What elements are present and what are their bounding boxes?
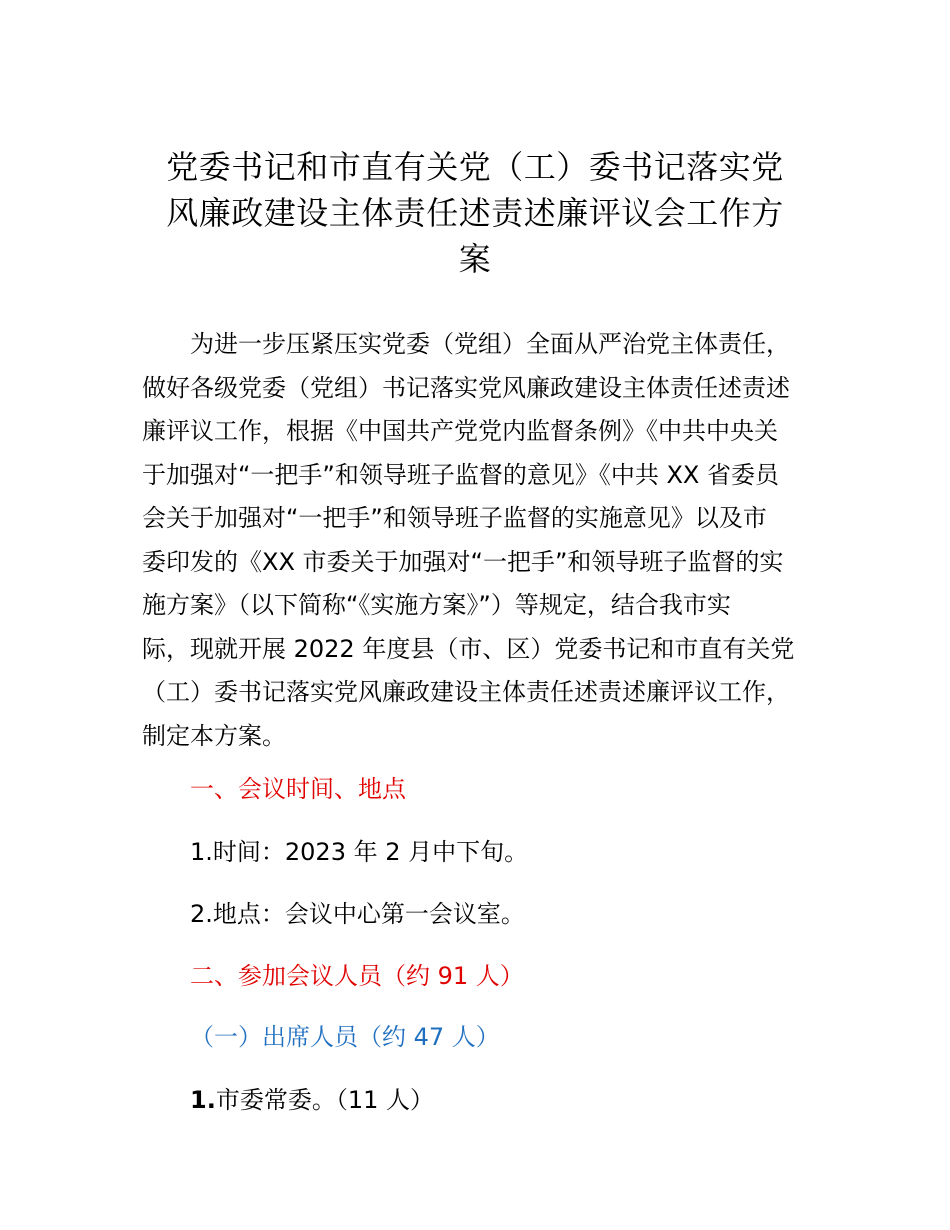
- title-line-2: 风廉政建设主体责任述责述廉评议会工作方: [166, 194, 784, 232]
- intro-line: 于加强对“一把手”和领导班子监督的意见》《中共 XX 省委员: [142, 460, 780, 489]
- section-heading-time-place: 一、会议时间、地点: [190, 775, 406, 803]
- intro-paragraph: [142, 323, 814, 758]
- intro-line: （工）委书记落实党风廉政建设主体责任述责述廉评议工作，: [142, 678, 790, 706]
- intro-line: 做好各级党委（党组）书记落实党风廉政建设主体责任述责述: [142, 373, 790, 402]
- title-line-3: 案: [458, 240, 492, 278]
- title-line-1: 党委书记和市直有关党（工）委书记落实党: [166, 148, 784, 186]
- document-title: [130, 144, 820, 282]
- place-item: 2.地点：会议中心第一会议室。: [190, 900, 525, 928]
- intro-line: 制定本方案。: [142, 721, 286, 750]
- intro-line: 际，现就开展 2022 年度县（市、区）党委书记和市直有关党: [142, 634, 795, 663]
- time-item: 1.时间：2023 年 2 月中下旬。: [190, 838, 529, 866]
- intro-line: 为进一步压紧压实党委（党组）全面从严治党主体责任，: [190, 330, 790, 358]
- list-item-number: 1.: [190, 1086, 216, 1114]
- intro-line: 会关于加强对“一把手”和领导班子监督的实施意见》以及市: [142, 504, 767, 532]
- intro-line: 委印发的《XX 市委关于加强对“一把手”和领导班子监督的实: [142, 547, 784, 576]
- subsection-heading-present: （一）出席人员（约 47 人）: [190, 1023, 500, 1051]
- section-heading-attendees: 二、参加会议人员（约 91 人）: [190, 962, 524, 990]
- intro-line: 廉评议工作，根据《中国共产党党内监督条例》《中共中央关: [142, 417, 778, 445]
- list-item-text: 市委常委。（11 人）: [215, 1086, 434, 1114]
- list-item-standing-committee: [190, 1085, 434, 1115]
- intro-line: 施方案》（以下简称“《实施方案》”）等规定，结合我市实: [142, 591, 731, 619]
